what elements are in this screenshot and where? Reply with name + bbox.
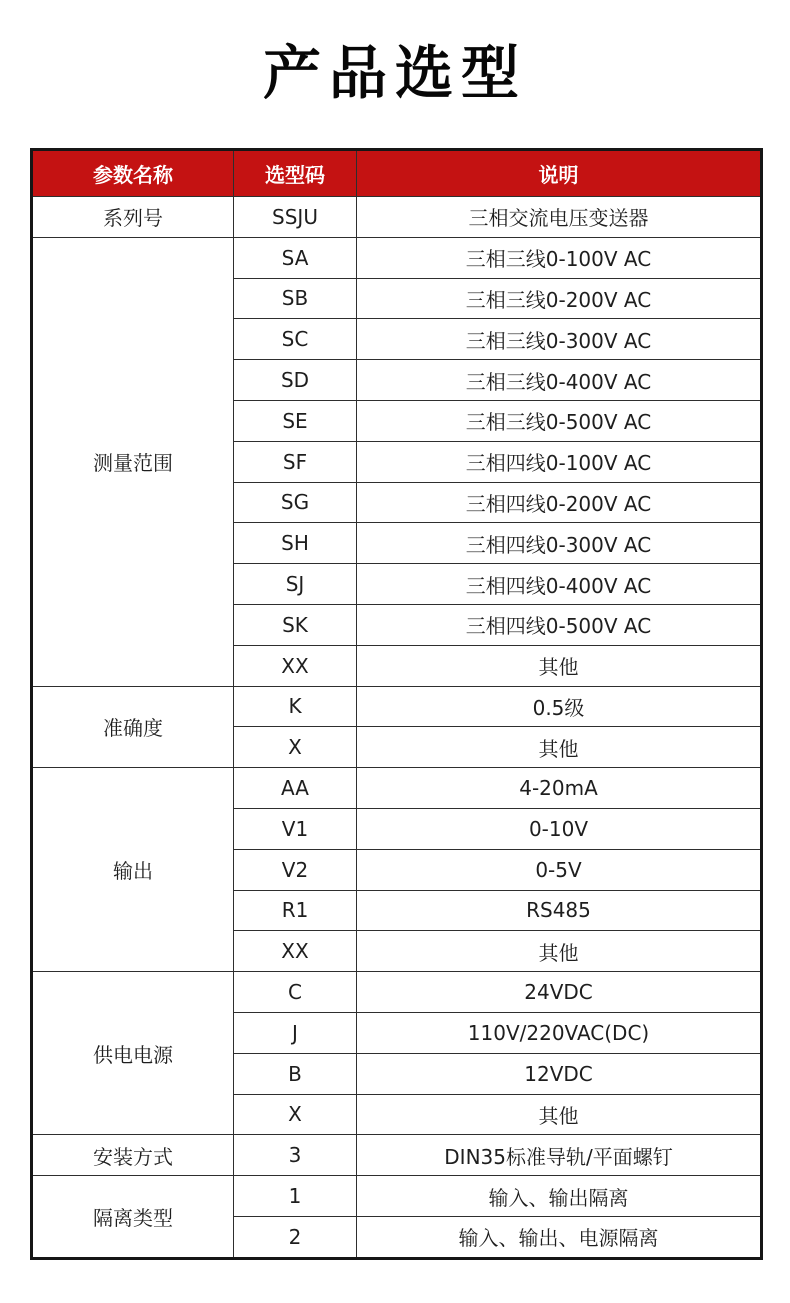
description-cell: 输入、输出、电源隔离 xyxy=(357,1216,762,1258)
selection-code-cell: J xyxy=(234,1012,357,1053)
description-cell: 其他 xyxy=(357,931,762,972)
table-row xyxy=(32,768,762,809)
parameter-group-cell: 准确度 xyxy=(32,686,234,768)
table-row xyxy=(32,197,762,238)
selection-code-cell: SK xyxy=(234,604,357,645)
selection-code-cell: K xyxy=(234,686,357,727)
description-cell: 三相四线0-300V AC xyxy=(357,523,762,564)
description-cell: 三相三线0-200V AC xyxy=(357,278,762,319)
selection-code-cell: R1 xyxy=(234,890,357,931)
description-cell: 三相三线0-300V AC xyxy=(357,319,762,360)
selection-code-cell: X xyxy=(234,1094,357,1135)
page-title: 产品选型 xyxy=(262,39,527,107)
description-cell: DIN35标准导轨/平面螺钉 xyxy=(357,1135,762,1176)
description-cell: 三相四线0-500V AC xyxy=(357,604,762,645)
table-row xyxy=(32,686,762,727)
column-header-parameter-name: 参数名称 xyxy=(32,150,234,197)
header-row xyxy=(32,150,762,197)
column-header-selection-code: 选型码 xyxy=(234,150,357,197)
table-row xyxy=(32,1135,762,1176)
selection-code-cell: B xyxy=(234,1053,357,1094)
selection-code-cell: SE xyxy=(234,400,357,441)
table-header xyxy=(32,150,762,197)
selection-code-cell: C xyxy=(234,972,357,1013)
selection-code-cell: SH xyxy=(234,523,357,564)
parameter-group-cell: 安装方式 xyxy=(32,1135,234,1176)
description-cell: 0.5级 xyxy=(357,686,762,727)
description-cell: 110V/220VAC(DC) xyxy=(357,1012,762,1053)
table-body xyxy=(32,197,762,1259)
selection-code-cell: 2 xyxy=(234,1216,357,1258)
description-cell: 三相三线0-100V AC xyxy=(357,237,762,278)
description-cell: 三相四线0-400V AC xyxy=(357,564,762,605)
selection-code-cell: SSJU xyxy=(234,197,357,238)
description-cell: 24VDC xyxy=(357,972,762,1013)
selection-code-cell: V1 xyxy=(234,808,357,849)
description-cell: 4-20mA xyxy=(357,768,762,809)
parameter-group-cell: 隔离类型 xyxy=(32,1176,234,1259)
selection-code-cell: SG xyxy=(234,482,357,523)
selection-code-cell: X xyxy=(234,727,357,768)
selection-code-cell: SJ xyxy=(234,564,357,605)
parameter-group-cell: 测量范围 xyxy=(32,237,234,686)
column-header-description: 说明 xyxy=(357,150,762,197)
table-row xyxy=(32,972,762,1013)
product-selection-table xyxy=(30,148,763,1260)
selection-code-cell: SC xyxy=(234,319,357,360)
parameter-group-cell: 供电电源 xyxy=(32,972,234,1135)
description-cell: RS485 xyxy=(357,890,762,931)
selection-code-cell: 3 xyxy=(234,1135,357,1176)
selection-code-cell: 1 xyxy=(234,1176,357,1217)
description-cell: 其他 xyxy=(357,645,762,686)
description-cell: 三相交流电压变送器 xyxy=(357,197,762,238)
description-cell: 0-5V xyxy=(357,849,762,890)
parameter-group-cell: 系列号 xyxy=(32,197,234,238)
selection-code-cell: SF xyxy=(234,441,357,482)
selection-code-cell: SA xyxy=(234,237,357,278)
parameter-group-cell: 输出 xyxy=(32,768,234,972)
selection-code-cell: V2 xyxy=(234,849,357,890)
description-cell: 其他 xyxy=(357,1094,762,1135)
description-cell: 三相三线0-400V AC xyxy=(357,360,762,401)
selection-code-cell: AA xyxy=(234,768,357,809)
description-cell: 三相四线0-100V AC xyxy=(357,441,762,482)
description-cell: 0-10V xyxy=(357,808,762,849)
description-cell: 12VDC xyxy=(357,1053,762,1094)
description-cell: 三相三线0-500V AC xyxy=(357,400,762,441)
selection-code-cell: XX xyxy=(234,645,357,686)
description-cell: 三相四线0-200V AC xyxy=(357,482,762,523)
table-row xyxy=(32,1176,762,1217)
selection-code-cell: SB xyxy=(234,278,357,319)
table-row xyxy=(32,237,762,278)
selection-code-cell: XX xyxy=(234,931,357,972)
selection-code-cell: SD xyxy=(234,360,357,401)
description-cell: 输入、输出隔离 xyxy=(357,1176,762,1217)
description-cell: 其他 xyxy=(357,727,762,768)
